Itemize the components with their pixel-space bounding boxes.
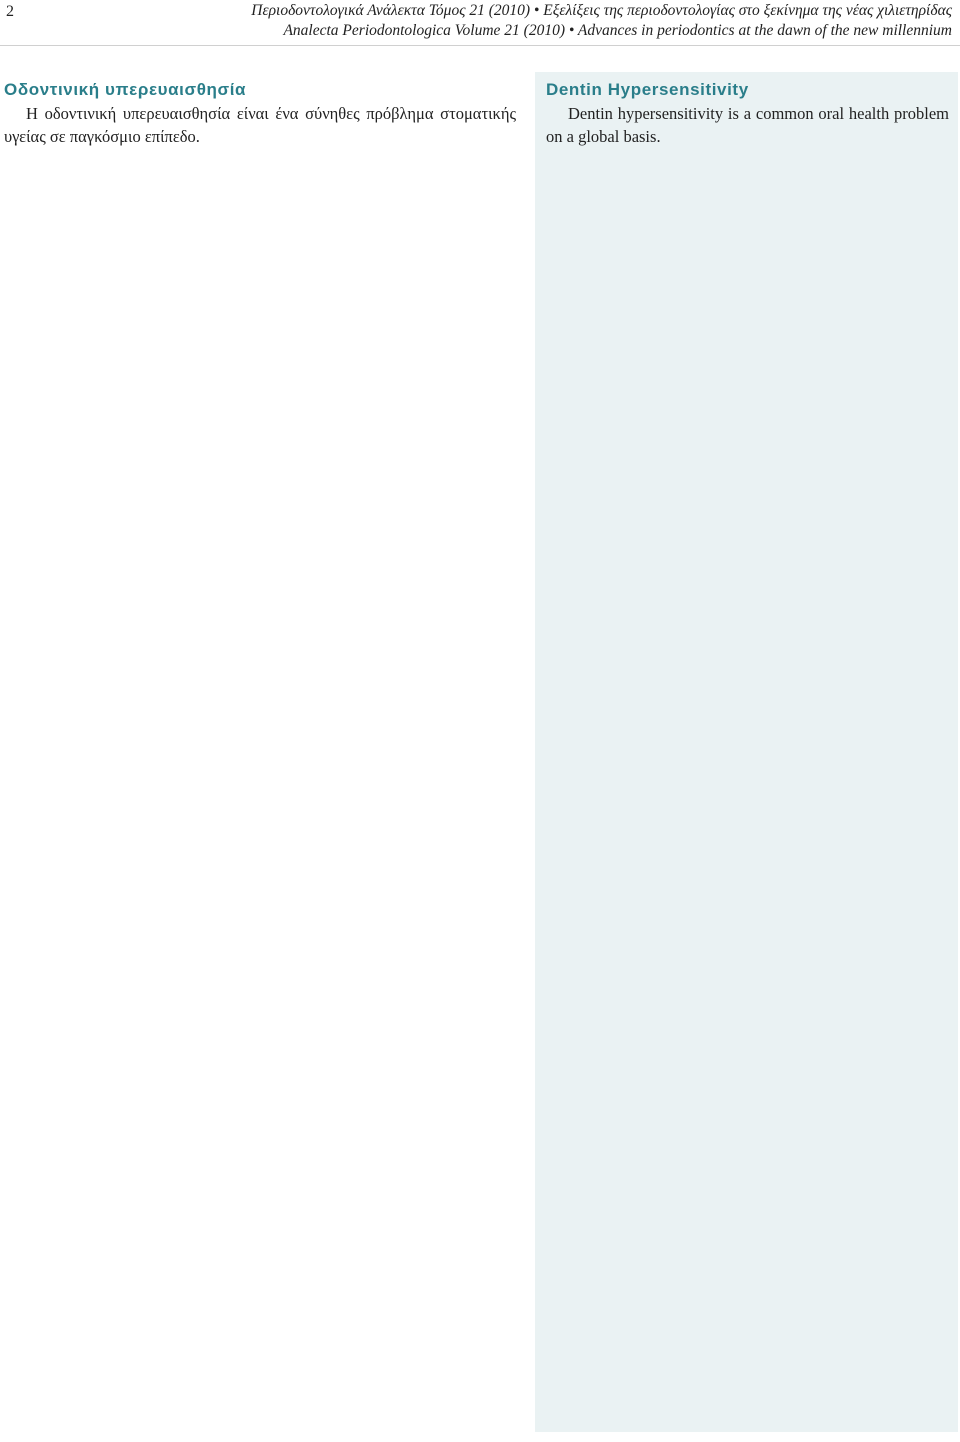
greek-column bbox=[4, 80, 516, 148]
running-title-english: Analecta Periodontologica Volume 21 (2010) • Advances in periodontics at the dawn of the new millennium bbox=[283, 22, 952, 39]
english-section-title: Dentin Hypersensitivity bbox=[546, 80, 749, 99]
running-title-greek: Περιοδοντολογικά Ανάλεκτα Τόμος 21 (2010) • Εξελίξεις της περιοδοντολογίας στο ξεκίνημα της νέας χιλιετηρίδας bbox=[251, 2, 952, 19]
page-number: 2 bbox=[6, 3, 14, 20]
english-paragraph: Dentin hypersensitivity is a common oral health problem on a global basis. bbox=[546, 104, 949, 146]
english-column bbox=[535, 72, 958, 1432]
greek-paragraph: Η οδοντινική υπερευαισθησία είναι ένα σύνηθες πρόβλημα στοματικής υγείας σε παγκόσμιο επίπεδο. bbox=[4, 104, 516, 146]
greek-section-title: Οδοντινική υπερευαισθησία bbox=[4, 80, 247, 99]
page-header bbox=[0, 0, 960, 46]
